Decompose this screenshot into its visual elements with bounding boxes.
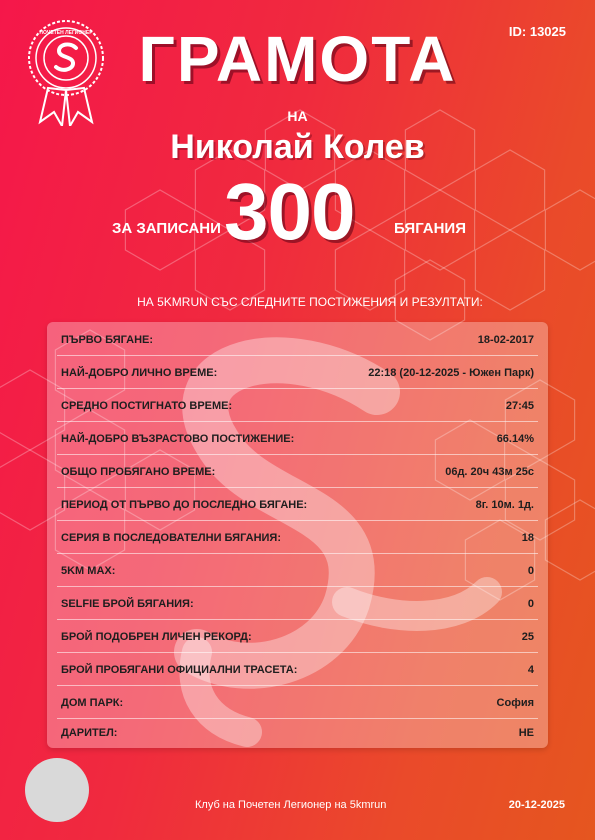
stat-value: 27:45 <box>505 400 534 412</box>
stat-label: СЕРИЯ В ПОСЛЕДОВАТЕЛНИ БЯГАНИЯ: <box>61 532 281 544</box>
certificate-title: ГРАМОТА <box>138 23 457 95</box>
stat-row <box>57 388 538 422</box>
stat-row <box>57 619 538 653</box>
stat-label: SELFIE БРОЙ БЯГАНИЯ: <box>61 598 194 610</box>
stat-row <box>57 652 538 686</box>
stat-label: БРОЙ ПРОБЯГАНИ ОФИЦИАЛНИ ТРАСЕТА: <box>61 664 298 676</box>
certificate-id: ID: 13025 <box>508 24 566 39</box>
recipient-name: Николай Колев <box>170 128 425 166</box>
stat-row <box>57 454 538 488</box>
run-count-line <box>0 167 595 256</box>
stat-label: 5KM MAX: <box>61 565 116 577</box>
stat-value: 4 <box>527 664 534 676</box>
stat-row <box>57 421 538 455</box>
run-count-suffix: БЯГАНИЯ <box>394 220 466 237</box>
stat-value: 06д. 20ч 43м 25с <box>445 466 534 478</box>
stat-value: 8г. 10м. 1д. <box>475 499 534 511</box>
stat-label: НАЙ-ДОБРО ЛИЧНО ВРЕМЕ: <box>61 367 218 379</box>
stat-value: 18 <box>521 532 534 544</box>
stat-value: 0 <box>527 598 534 610</box>
stat-label: ПЪРВО БЯГАНЕ: <box>61 334 154 346</box>
stat-row <box>57 553 538 587</box>
stat-value: 66.14% <box>496 433 534 445</box>
stat-row <box>57 355 538 389</box>
stat-row <box>57 487 538 521</box>
stat-row <box>57 520 538 554</box>
footer-date: 20-12-2025 <box>508 799 565 811</box>
recipient-prefix: НА <box>287 108 308 124</box>
stats-table <box>47 322 548 748</box>
stat-value: 22:18 (20-12-2025 - Южен Парк) <box>368 367 534 379</box>
stat-row <box>57 715 538 748</box>
stat-row <box>57 322 538 356</box>
stat-label: БРОЙ ПОДОБРЕН ЛИЧЕН РЕКОРД: <box>61 631 252 643</box>
stat-label: ДАРИТЕЛ: <box>61 727 118 739</box>
stat-row <box>57 586 538 620</box>
run-count-prefix: ЗА ЗАПИСАНИ <box>112 220 221 237</box>
hexagon-shape <box>545 500 595 580</box>
stat-label: ОБЩО ПРОБЯГАНО ВРЕМЕ: <box>61 466 216 478</box>
stat-value: София <box>496 697 534 709</box>
avatar-placeholder <box>25 758 89 822</box>
run-count-number: 300 <box>224 167 355 256</box>
stat-value: 0 <box>527 565 534 577</box>
stat-value: 25 <box>521 631 534 643</box>
stat-value: НЕ <box>518 727 534 739</box>
stat-row <box>57 685 538 719</box>
stat-label: ДОМ ПАРК: <box>61 697 124 709</box>
achievements-subtitle: НА 5KMRUN СЪС СЛЕДНИТЕ ПОСТИЖЕНИЯ И РЕЗУЛТАТИ: <box>137 295 483 309</box>
stat-label: СРЕДНО ПОСТИГНАТО ВРЕМЕ: <box>61 400 233 412</box>
stat-value: 18-02-2017 <box>477 334 534 346</box>
stat-label: ПЕРИОД ОТ ПЪРВО ДО ПОСЛЕДНО БЯГАНЕ: <box>61 499 308 511</box>
badge-text: ПОЧЕТЕН ЛЕГИОНЕР <box>39 30 93 36</box>
stat-label: НАЙ-ДОБРО ВЪЗРАСТОВО ПОСТИЖЕНИЕ: <box>61 433 295 445</box>
footer-club-text: Клуб на Почетен Легионер на 5kmrun <box>195 799 387 811</box>
